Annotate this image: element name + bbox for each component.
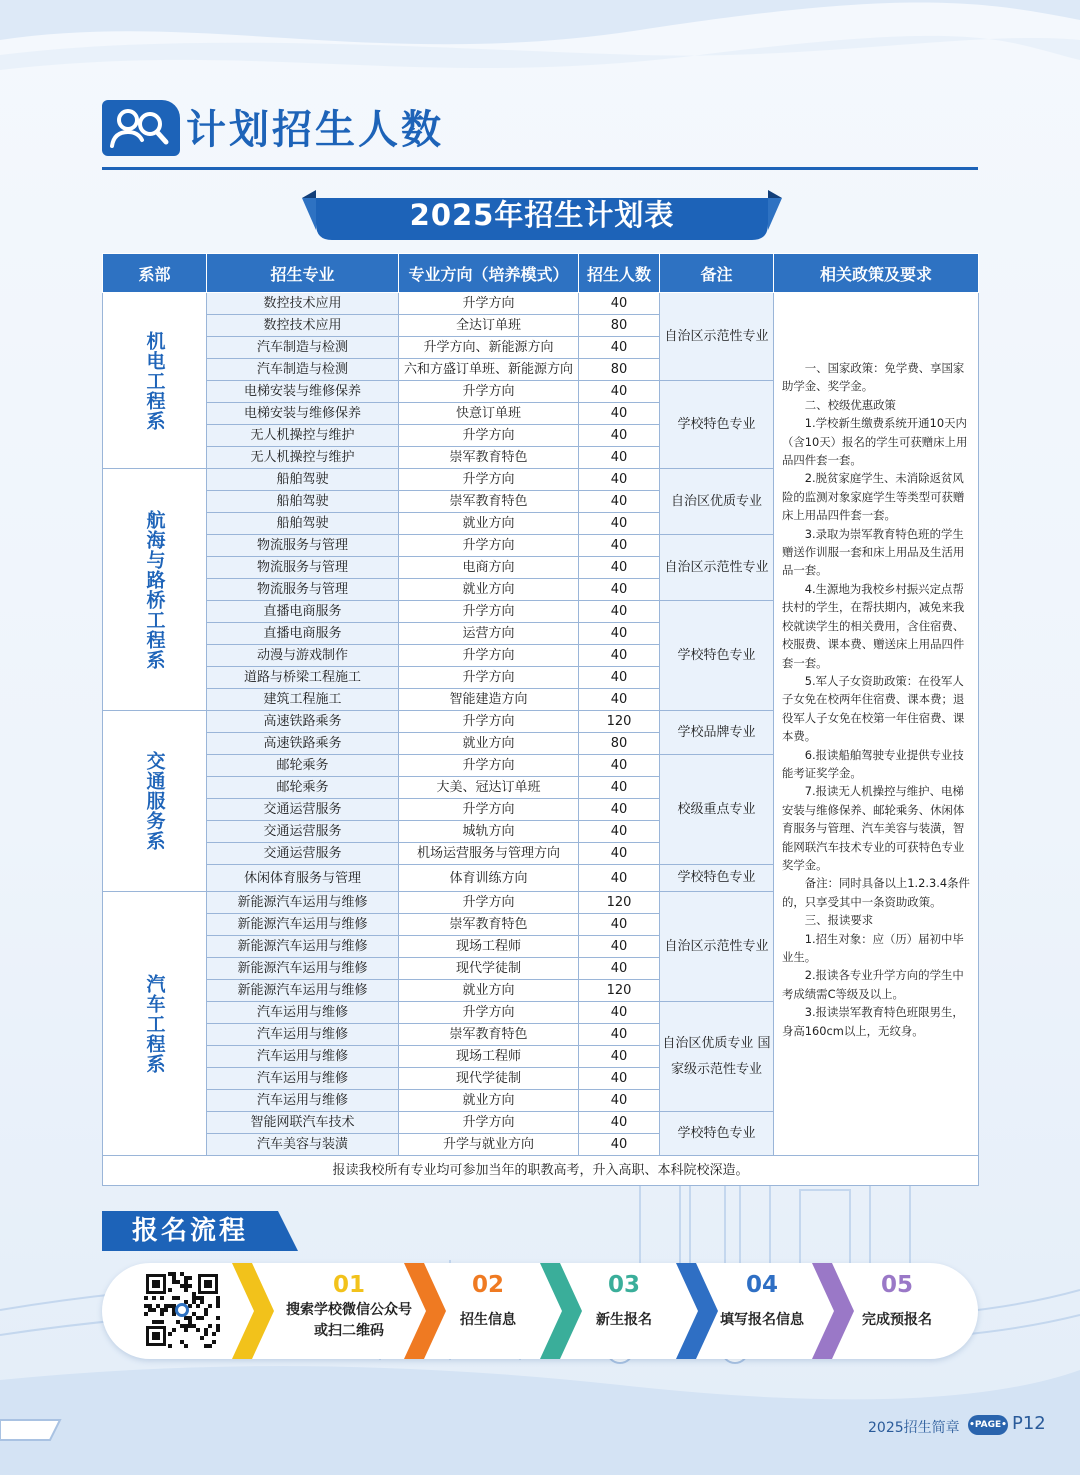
policy-paragraph: 2.脱贫家庭学生、未消除返贫风险的监测对象家庭学生等类型可获赠床上用品四件套一套。 [782,471,965,523]
major-cell: 汽车制造与检测 [207,359,399,381]
direction-cell: 升学方向、新能源方向 [399,337,579,359]
policy-paragraph: 二、校级优惠政策 [804,397,896,412]
count-cell: 40 [579,1090,660,1112]
brochure-label: 2025招生简章 [868,1420,960,1436]
major-cell: 休闲体育服务与管理 [207,865,399,892]
policy-cell [774,293,979,1156]
direction-cell: 升学方向 [399,535,579,557]
step-label-1: 搜索学校微信公众号 或扫二维码 [286,1302,412,1339]
step-number-4: 04 [745,1272,778,1298]
header-divider [102,167,978,170]
direction-cell: 六和方盛订单班、新能源方向 [399,359,579,381]
department-cell: 航海与路桥工程系 [103,469,207,711]
count-cell: 40 [579,914,660,936]
direction-cell: 升学方向 [399,425,579,447]
major-cell: 交通运营服务 [207,843,399,865]
major-cell: 高速铁路乘务 [207,733,399,755]
count-cell: 40 [579,469,660,491]
header-note: 备注 [660,254,774,293]
direction-cell: 运营方向 [399,623,579,645]
major-cell: 新能源汽车运用与维修 [207,936,399,958]
page-title: 计划招生人数 [186,107,444,153]
note-cell: 学校品牌专业 [660,711,774,755]
direction-cell: 升学方向 [399,892,579,914]
note-cell: 学校特色专业 [660,865,774,892]
direction-cell: 升学方向 [399,381,579,403]
major-cell: 电梯安装与维修保养 [207,403,399,425]
major-cell: 无人机操控与维护 [207,425,399,447]
count-cell: 40 [579,491,660,513]
count-cell: 40 [579,623,660,645]
page-pill: •PAGE• [968,1415,1008,1435]
direction-cell: 现场工程师 [399,936,579,958]
direction-cell: 升学方向 [399,601,579,623]
note-cell: 自治区示范性专业 [660,892,774,1002]
policy-paragraph: 一、国家政策：免学费、享国家助学金、奖学金。 [782,361,965,394]
major-cell: 数控技术应用 [207,293,399,315]
page-number: P12 [1012,1413,1046,1434]
direction-cell: 就业方向 [399,513,579,535]
major-cell: 汽车运用与维修 [207,1046,399,1068]
count-cell: 40 [579,1046,660,1068]
header-count: 招生人数 [579,254,660,293]
count-cell: 40 [579,381,660,403]
direction-cell: 快意订单班 [399,403,579,425]
count-cell: 40 [579,1002,660,1024]
direction-cell: 升学方向 [399,755,579,777]
table-footer-row [103,1156,979,1186]
major-cell: 新能源汽车运用与维修 [207,892,399,914]
direction-cell: 崇军教育特色 [399,914,579,936]
major-cell: 物流服务与管理 [207,535,399,557]
direction-cell: 升学方向 [399,799,579,821]
major-cell: 汽车制造与检测 [207,337,399,359]
count-cell: 40 [579,689,660,711]
count-cell: 120 [579,892,660,914]
note-cell: 学校特色专业 [660,381,774,469]
direction-cell: 升学方向 [399,469,579,491]
policy-paragraph: 三、报读要求 [804,913,874,928]
count-cell: 40 [579,865,660,892]
count-cell: 40 [579,513,660,535]
step-number-1: 01 [332,1272,365,1298]
count-cell: 40 [579,579,660,601]
count-cell: 40 [579,843,660,865]
enrollment-plan-table [102,253,979,1186]
count-cell: 80 [579,359,660,381]
department-cell: 交通服务系 [103,711,207,892]
count-cell: 40 [579,601,660,623]
policy-paragraph: 3.录取为崇军教育特色班的学生赠送作训服一套和床上用品及生活用品一套。 [782,526,965,578]
step-number-2: 02 [471,1272,504,1298]
note-cell: 自治区示范性专业 [660,535,774,601]
header-icon-box [102,100,180,156]
direction-cell: 升学方向 [399,1112,579,1134]
step-label-3: 新生报名 [596,1312,652,1328]
major-cell: 新能源汽车运用与维修 [207,980,399,1002]
direction-cell: 崇军教育特色 [399,447,579,469]
count-cell: 40 [579,958,660,980]
note-cell: 自治区示范性专业 [660,293,774,381]
major-cell: 物流服务与管理 [207,579,399,601]
major-cell: 电梯安装与维修保养 [207,381,399,403]
direction-cell: 升学方向 [399,293,579,315]
count-cell: 40 [579,1068,660,1090]
policy-paragraph: 6.报读船舶驾驶专业提供专业技能考证奖学金。 [782,747,964,780]
major-cell: 船舶驾驶 [207,513,399,535]
step-label-5: 完成预报名 [862,1312,932,1328]
qr-code-icon[interactable] [144,1272,220,1348]
count-cell: 40 [579,557,660,579]
major-cell: 交通运营服务 [207,821,399,843]
major-cell: 建筑工程施工 [207,689,399,711]
major-cell: 动漫与游戏制作 [207,645,399,667]
major-cell: 道路与桥梁工程施工 [207,667,399,689]
direction-cell: 大美、冠达订单班 [399,777,579,799]
major-cell: 汽车运用与维修 [207,1090,399,1112]
direction-cell: 升学方向 [399,1002,579,1024]
step-number-5: 05 [880,1272,913,1298]
count-cell: 40 [579,337,660,359]
major-cell: 船舶驾驶 [207,491,399,513]
major-cell: 直播电商服务 [207,623,399,645]
procedure-title: 报名流程 [131,1216,248,1246]
major-cell: 交通运营服务 [207,799,399,821]
major-cell: 船舶驾驶 [207,469,399,491]
table-header-row [103,254,979,293]
people-search-icon [102,100,180,156]
direction-cell: 就业方向 [399,579,579,601]
direction-cell: 电商方向 [399,557,579,579]
step-label-2: 招生信息 [460,1312,516,1328]
step-label-4: 填写报名信息 [720,1312,804,1328]
header-direction: 专业方向（培养模式） [399,254,579,293]
count-cell: 120 [579,711,660,733]
note-cell: 自治区优质专业 [660,469,774,535]
major-cell: 智能网联汽车技术 [207,1112,399,1134]
table-row [103,293,979,315]
department-cell: 汽车工程系 [103,892,207,1156]
count-cell: 40 [579,777,660,799]
table-title: 2025年招生计划表 [409,198,675,232]
major-cell: 物流服务与管理 [207,557,399,579]
policy-paragraph: 1.招生对象：应（历）届初中毕业生。 [782,931,964,964]
count-cell: 40 [579,403,660,425]
direction-cell: 升学方向 [399,667,579,689]
direction-cell: 升学与就业方向 [399,1134,579,1156]
count-cell: 40 [579,293,660,315]
count-cell: 80 [579,315,660,337]
major-cell: 新能源汽车运用与维修 [207,914,399,936]
direction-cell: 升学方向 [399,711,579,733]
direction-cell: 现代学徒制 [399,1068,579,1090]
step-number-3: 03 [607,1272,640,1298]
major-cell: 汽车美容与装潢 [207,1134,399,1156]
direction-cell: 城轨方向 [399,821,579,843]
policy-paragraph: 1.学校新生缴费系统开通10天内（含10天）报名的学生可获赠床上用品四件套一套。 [782,416,968,468]
direction-cell: 现代学徒制 [399,958,579,980]
direction-cell: 崇军教育特色 [399,491,579,513]
direction-cell: 智能建造方向 [399,689,579,711]
major-cell: 无人机操控与维护 [207,447,399,469]
header-policy: 相关政策及要求 [774,254,979,293]
department-cell: 机电工程系 [103,293,207,469]
count-cell: 40 [579,1112,660,1134]
count-cell: 40 [579,645,660,667]
count-cell: 40 [579,755,660,777]
note-cell: 自治区优质专业 国家级示范性专业 [660,1002,774,1112]
policy-paragraph: 4.生源地为我校乡村振兴定点帮扶村的学生，在帮扶期内，减免来我校就读学生的相关费用，含住宿费、校服费、课本费、赠送床上用品四件套一套。 [782,581,965,670]
count-cell: 40 [579,1134,660,1156]
direction-cell: 现场工程师 [399,1046,579,1068]
major-cell: 数控技术应用 [207,315,399,337]
count-cell: 120 [579,980,660,1002]
note-cell: 学校特色专业 [660,601,774,711]
direction-cell: 全达订单班 [399,315,579,337]
policy-paragraph: 2.报读各专业升学方向的学生中考成绩需C等级及以上。 [782,968,964,1001]
major-cell: 高速铁路乘务 [207,711,399,733]
direction-cell: 机场运营服务与管理方向 [399,843,579,865]
major-cell: 汽车运用与维修 [207,1068,399,1090]
count-cell: 40 [579,425,660,447]
direction-cell: 体育训练方向 [399,865,579,892]
major-cell: 汽车运用与维修 [207,1002,399,1024]
count-cell: 40 [579,799,660,821]
major-cell: 邮轮乘务 [207,755,399,777]
count-cell: 40 [579,535,660,557]
count-cell: 40 [579,447,660,469]
direction-cell: 就业方向 [399,733,579,755]
note-cell: 校级重点专业 [660,755,774,865]
count-cell: 40 [579,667,660,689]
header-department: 系部 [103,254,207,293]
header-major: 招生专业 [207,254,399,293]
policy-paragraph: 7.报读无人机操控与维护、电梯安装与维修保养、邮轮乘务、休闲体育服务与管理、汽车美容与装潢，智能网联汽车技术专业的可获特色专业奖学金。 [782,784,965,872]
note-cell: 学校特色专业 [660,1112,774,1156]
count-cell: 40 [579,936,660,958]
policy-paragraph: 5.军人子女资助政策：在役军人子女免在校两年住宿费、课本费；退役军人子女免在校第一年住宿费、课本费。 [782,673,965,744]
direction-cell: 就业方向 [399,1090,579,1112]
major-cell: 邮轮乘务 [207,777,399,799]
count-cell: 40 [579,1024,660,1046]
direction-cell: 崇军教育特色 [399,1024,579,1046]
count-cell: 40 [579,821,660,843]
major-cell: 新能源汽车运用与维修 [207,958,399,980]
count-cell: 80 [579,733,660,755]
major-cell: 直播电商服务 [207,601,399,623]
direction-cell: 升学方向 [399,645,579,667]
direction-cell: 就业方向 [399,980,579,1002]
table-footer-note: 报读我校所有专业均可参加当年的职教高考，升入高职、本科院校深造。 [103,1156,979,1186]
policy-paragraph: 3.报读崇军教育特色班限男生，身高160cm以上，无纹身。 [782,1005,964,1038]
policy-paragraph: 备注：同时具备以上1.2.3.4条件的，只享受其中一条资助政策。 [782,876,970,909]
major-cell: 汽车运用与维修 [207,1024,399,1046]
